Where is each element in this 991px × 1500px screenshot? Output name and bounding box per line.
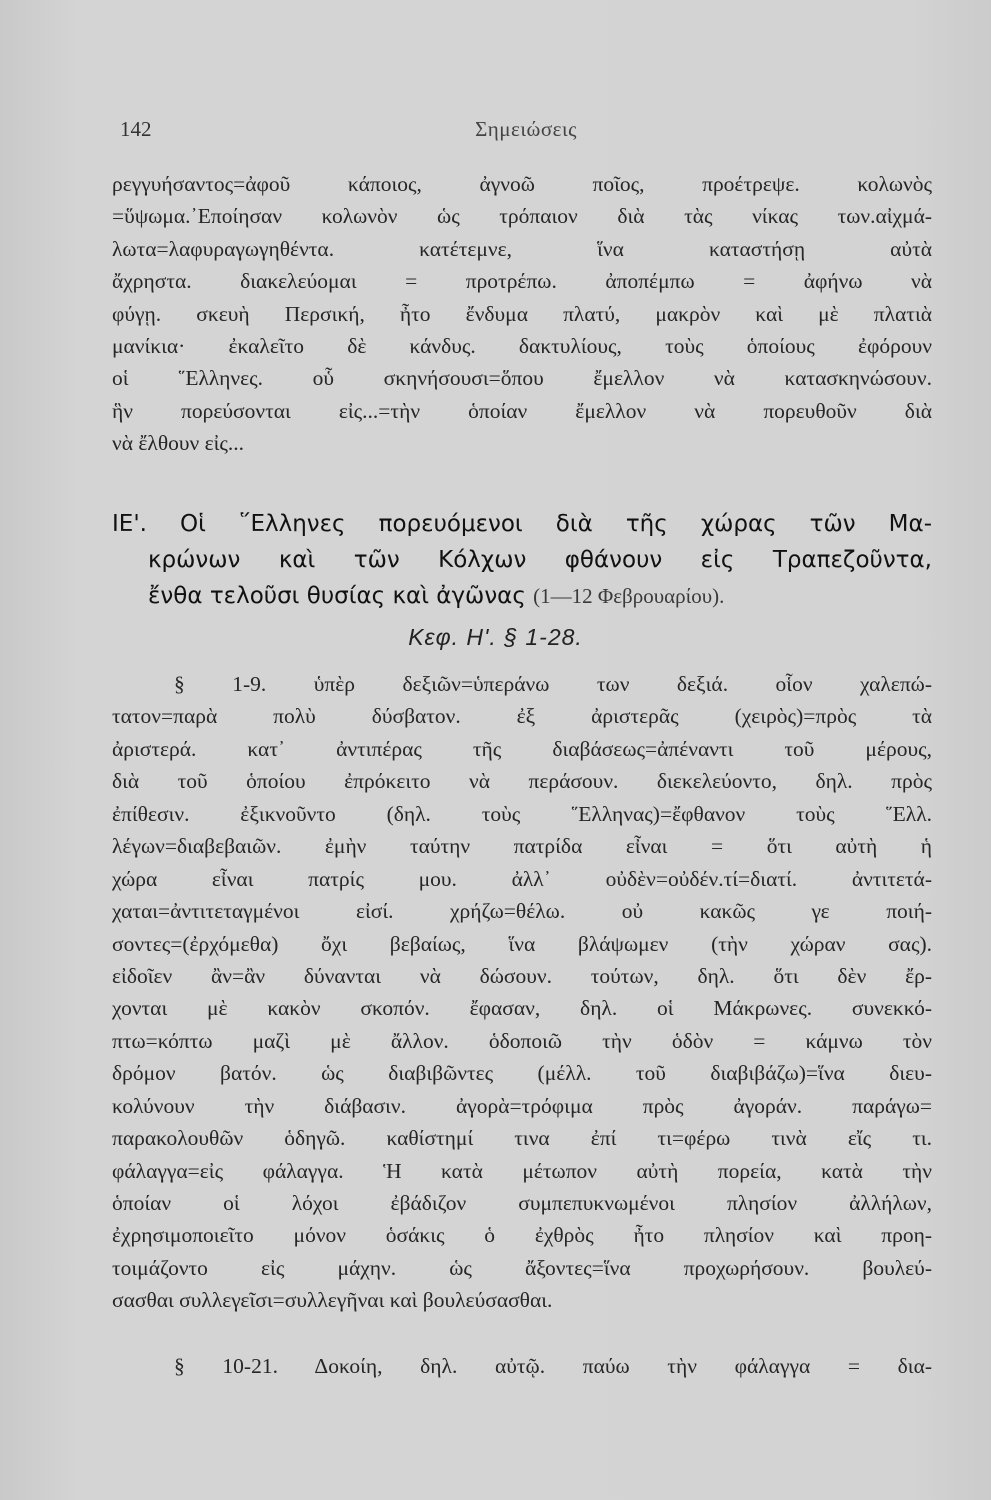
heading-line: κρώνων καὶ τῶν Κόλχων φθάνουν εἰς Τραπεζοῦντα, [148,547,932,573]
heading-dates: (1—12 Φεβρουαρίου). [533,584,725,608]
heading-line-3 [112,578,932,614]
text-line: σοντες=(ἐρχόμεθα) ὄχι βεβαίως, ἵνα βλάψωμεν (τὴν χώραν σας). [112,931,932,956]
text-line: τατον=παρὰ πολὺ δύσβατον. ἐξ ἀριστερᾶς (χειρὸς)=πρὸς τὰ [112,704,932,729]
running-title: Σημειώσεις [475,117,577,141]
text-line: φάλαγγα=εἰς φάλαγγα. Ἡ κατὰ μέτωπον αὐτὴ πορεία, κατὰ τὴν [112,1158,932,1183]
text-line: ἐπίθεσιν. ἐξικνοῦντο (δηλ. τοὺς ῞Ελληνας)=ἔφθανον τοὺς ῞Ελλ. [112,801,932,826]
text-line: =ὕψωμα.᾿Εποίησαν κολωνὸν ὡς τρόπαιον διὰ τὰς νίκας των.αἰχμά- [112,204,932,229]
text-line: διὰ τοῦ ὁποίου ἐπρόκειτο νὰ περάσουν. διεκελεύοντο, δηλ. πρὸς [112,769,932,794]
text-line: σασθαι συλλεγεῖσι=συλλεγῆναι καὶ βουλεύσασθαι. [112,1288,553,1313]
text-line: νὰ ἔλθουν εἰς... [112,431,245,456]
text-line: εἰδοῖεν ἂν=ἂν δύνανται νὰ δώσουν. τούτων, δηλ. ὅτι δὲν ἔρ- [112,963,932,988]
text-line: ἀριστερά. κατ᾿ ἀντιπέρας τῆς διαβάσεως=ἀπέναντι τοῦ μέρους, [112,736,932,761]
heading-line: ΙΕ'. Οἱ ῞Ελληνες πορευόμενοι διὰ τῆς χώρας τῶν Μα- [112,511,932,537]
text-line: ρεγγυήσαντος=ἀφοῦ κάποιος, ἀγνοῶ ποῖος, προέτρεψε. κολωνὸς [112,172,932,196]
notes-main [112,668,932,1317]
text-line: ἣν πορεύσονται εἰς...=τὴν ὁποίαν ἔμελλον νὰ πορευθοῦν διὰ [112,398,932,423]
text-line: φύγῃ. σκευὴ Περσική, ἦτο ἔνδυμα πλατύ, μακρὸν καὶ μὲ πλατιὰ [112,301,932,326]
text-line: ἄχρηστα. διακελεύομαι = προτρέπω. ἀποπέμπω = ἀφήνω νὰ [112,269,932,294]
text-line: μανίκια· ἐκαλεῖτο δὲ κάνδυς. δακτυλίους, τοὺς ὁποίους ἐφόρουν [112,333,932,358]
text-line: χαται=ἀντιτεταγμένοι εἰσί. χρήζω=θέλω. οὐ κακῶς γε ποιή- [112,899,932,924]
chapter-reference: Κεφ. Η'. § 1-28. [408,624,583,650]
text-line: λωτα=λαφυραγωγηθέντα. κατέτεμνε, ἵνα καταστήσῃ αὐτὰ [112,236,932,261]
text-line: κολύνουν τὴν διάβασιν. ἀγορὰ=τρόφιμα πρὸς ἀγοράν. παράγω= [112,1093,932,1118]
text-line: ἐχρησιμοποιεῖτο μόνον ὁσάκις ὁ ἐχθρὸς ἦτο πλησίον καὶ προη- [112,1223,932,1248]
text-line: τοιμάζοντο εἰς μάχην. ὡς ἄξοντες=ἵνα προχωρήσουν. βουλεύ- [112,1255,932,1280]
text-line: οἱ ῞Ελληνες. οὗ σκηνήσουσι=ὅπου ἔμελλον νὰ κατασκηνώσουν. [112,366,932,391]
text-line: λέγων=διαβεβαιῶν. ἐμὴν ταύτην πατρίδα εἶναι = ὅτι αὐτὴ ἡ [112,834,932,859]
notes-top [112,168,932,460]
text-line: πτω=κόπτω μαζὶ μὲ ἄλλον. ὁδοποιῶ τὴν ὁδὸν = κάμνω τὸν [112,1028,932,1053]
text-line-final: § 10-21. Δοκοίη, δηλ. αὐτῷ. παύω τὴν φάλαγγα = δια- [174,1354,932,1378]
page-header [120,117,932,151]
text-line: § 1-9. ὑπὲρ δεξιῶν=ὑπεράνω των δεξιά. οἷον χαλεπώ- [174,672,932,696]
section-heading [112,506,932,614]
page-number: 142 [120,117,152,141]
text-line: παρακολουθῶν ὁδηγῶ. καθίστημί τινα ἐπί τι=φέρω τινὰ εἴς τι. [112,1126,932,1151]
heading-line-text: ἔνθα τελοῦσι θυσίας καὶ ἀγῶνας [148,583,526,609]
text-line: ὁποίαν οἱ λόχοι ἐβάδιζον συμπεπυκνωμένοι πλησίον ἀλλήλων, [112,1191,932,1215]
text-line: χώρα εἶναι πατρίς μου. ἀλλ᾿ οὐδὲν=οὐδέν.τί=διατί. ἀντιτετά- [112,866,932,891]
text-line: δρόμον βατόν. ὡς διαβιβῶντες (μέλλ. τοῦ διαβιβάζω)=ἵνα διευ- [112,1061,932,1086]
text-line: χονται μὲ κακὸν σκοπόν. ἔφασαν, δηλ. οἱ Μάκρωνες. συνεκκό- [112,996,932,1021]
